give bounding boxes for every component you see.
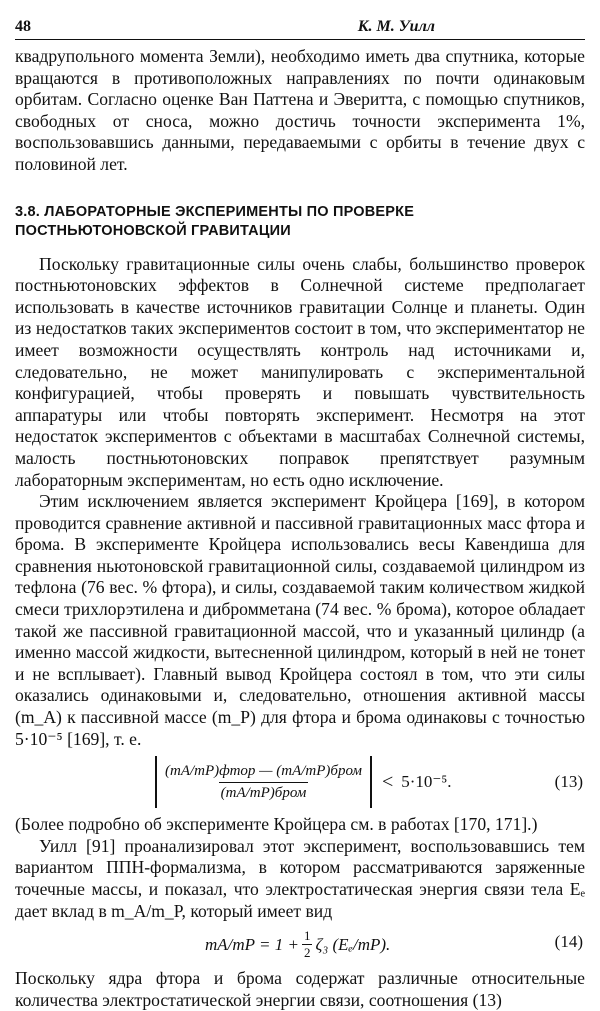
equation-13-body <box>153 756 452 808</box>
equation-14-number: (14) <box>554 932 583 952</box>
intro-paragraph: квадрупольного момента Земли), необходимо иметь два спутника, которые вращаются в противоположных направлениях по почти одинаковым орбитам. Согласно оценке Ван Паттена и Эверитта, с помощью спутников, свободных от сноса, можно достичь точности эксперимента 1%, воспользовавшись данными, передаваемыми с орбиты в течение двух с половиной лет. <box>15 46 585 174</box>
page-header <box>15 18 585 40</box>
equation-14-rhs: ζ₃ (Eₑ/mP). <box>315 934 391 954</box>
paragraph-5: Поскольку ядра фтора и брома содержат различные относительные количества электростатической энергии связи, соотношения (13) <box>15 968 585 1010</box>
equation-13-numerator: (mA/mP)фтор — (mA/mP)бром <box>165 762 362 779</box>
equation-14-half-denominator: 2 <box>303 945 311 961</box>
equation-13-relation: < <box>381 770 394 793</box>
running-head: К. М. Уилл <box>357 18 435 35</box>
abs-bar-left <box>155 756 157 808</box>
page-number: 48 <box>15 18 31 35</box>
section-title-line-2: ПОСТНЬЮТОНОВСКОЙ ГРАВИТАЦИИ <box>15 222 291 239</box>
book-page <box>15 18 585 1011</box>
equation-13-fraction <box>163 763 364 802</box>
equation-13-number: (13) <box>554 772 583 792</box>
equation-14-lhs: mA/mP = 1 + <box>205 934 299 954</box>
equation-14-half-numerator: 1 <box>303 928 311 944</box>
paragraph-2: Этим исключением является эксперимент Кройцера [169], в котором проводится сравнение активной и пассивной гравитационных масс фтора и брома. В эксперименте Кройцера использовались весы Кавендиша для сравнения ньютоновской гравитационной силы, создаваемой цилиндром из тефлона (76 вес. % фтора), и силы, создаваемой таким количеством жидкой смеси трихлорэтилена и дибромметана (74 вес. % брома), которое обладает такой же пассивной гравитационной массой, что и указанный цилиндр (а именно массой жидкости, вытесненной цилиндром, который в ней не тонет и не всплывает). Главный вывод Кройцера состоял в том, что эти силы оказались одинаковыми и, следовательно, отношения активной массы (m_A) к пассивной массе (m_P) для фтора и брома одинаковы с точностью 5·10⁻⁵ [169], т. е. <box>15 491 585 749</box>
abs-bar-right <box>370 756 372 808</box>
equation-13 <box>15 752 585 814</box>
equation-13-bound: 5·10⁻⁵. <box>401 772 452 792</box>
paragraph-1: Поскольку гравитационные силы очень слабы, большинство проверок постньютоновских эффектов в Солнечной системе предполагает использовать в качестве источников гравитации Солнце и планеты. Один из недостатков таких экспериментов состоит в том, что экспериментатор не имеет возможности осуществлять контроль над источниками и, следовательно, не может манипулировать с экспериментальной конфигурацией, чтобы проверять и повышать чувствительность аппаратуры или чтобы повторять эксперимент. Несмотря на этот недостаток экспериментов с объектами в масштабах Солнечной системы, малость постньютоновских поправок препятствует разумным лабораторным экспериментам, но есть одно исключение. <box>15 253 585 490</box>
equation-13-denominator: (mA/mP)бром <box>219 782 309 802</box>
section-title-line-1: 3.8. ЛАБОРАТОРНЫЕ ЭКСПЕРИМЕНТЫ ПО ПРОВЕРКЕ <box>15 203 415 220</box>
paragraph-3: (Более подробно об эксперименте Кройцера см. в работах [170, 171].) <box>15 814 538 835</box>
equation-14-half <box>302 928 313 961</box>
equation-14-body <box>205 928 390 961</box>
paragraph-4: Уилл [91] проанализировал этот эксперимент, воспользовавшись тем вариантом ППН-формализма, в котором рассматриваются заряженные точечные массы, и показал, что электростатическая энергия связи тела Eₑ дает вклад в m_A/m_P, который имеет вид <box>15 835 585 921</box>
section-heading <box>15 203 585 241</box>
equation-14 <box>15 922 585 968</box>
